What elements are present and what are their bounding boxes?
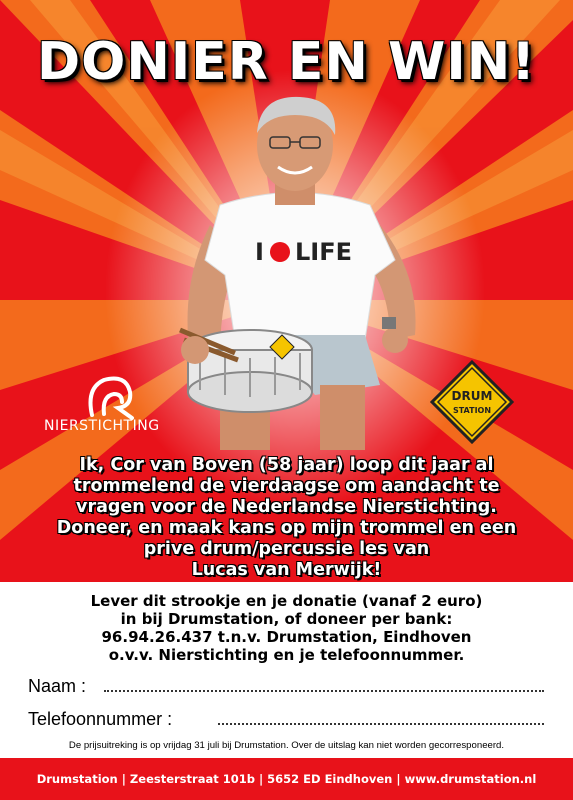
drumstation-logo-line2: STATION	[452, 406, 492, 415]
poster-body-text	[20, 455, 553, 581]
drumstation-logo-line1: DRUM	[451, 389, 493, 403]
headline: DONIER EN WIN!	[37, 32, 536, 92]
shirt-print-life: LIFE	[295, 238, 353, 266]
donation-slip	[0, 582, 573, 758]
body-line: Ik, Cor van Boven (58 jaar) loop dit jaar al	[79, 455, 494, 475]
nierstichting-logo-text: NIERSTICHTING	[44, 418, 160, 434]
footer-bar	[0, 758, 573, 800]
body-line: vragen voor de Nederlandse Nierstichting.	[76, 497, 497, 517]
body-line: Doneer, en maak kans op mijn trommel en een	[56, 518, 517, 538]
name-field-line[interactable]	[104, 690, 544, 692]
drummer-photo	[150, 85, 440, 465]
body-line: trommelend de vierdaagse om aandacht te	[73, 476, 500, 496]
slip-instructions	[0, 592, 573, 664]
name-field-label: Naam :	[28, 676, 87, 696]
slip-line: o.v.v. Nierstichting en je telefoonnummer.	[108, 646, 465, 664]
fineprint: De prijsuitreking is op vrijdag 31 juli bij Drumstation. Over de uitslag kan niet worden gecorresponeerd.	[68, 740, 505, 751]
footer-address: Drumstation | Zeesterstraat 101b | 5652 ED Eindhoven | www.drumstation.nl	[36, 772, 537, 786]
body-line: Lucas van Merwijk!	[191, 560, 382, 580]
phone-field-label: Telefoonnummer :	[28, 709, 173, 729]
phone-field-line[interactable]	[218, 723, 544, 725]
slip-line: in bij Drumstation, of doneer per bank:	[120, 610, 453, 628]
shirt-print-i: I	[255, 238, 264, 266]
body-line: prive drum/percussie les van	[143, 539, 430, 559]
slip-line: Lever dit strookje en je donatie (vanaf 2 euro)	[90, 592, 483, 610]
slip-line: 96.94.26.437 t.n.v. Drumstation, Eindhoven	[101, 628, 472, 646]
drumstation-logo-icon	[430, 360, 514, 444]
